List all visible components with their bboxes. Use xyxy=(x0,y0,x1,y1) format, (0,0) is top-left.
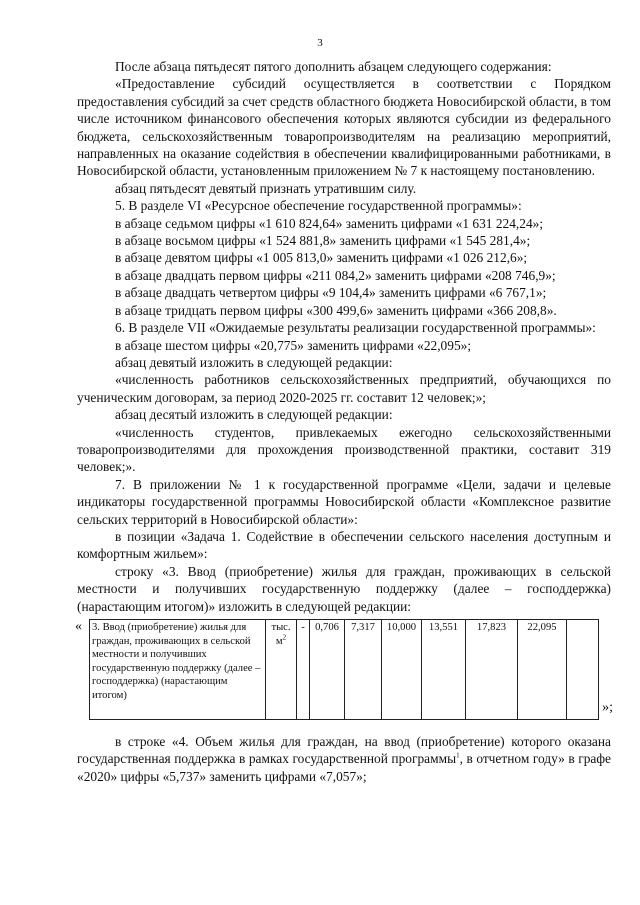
paragraph-10th-intro: абзац десятый изложить в следующей редакции: xyxy=(115,407,393,423)
document-body xyxy=(77,58,611,785)
paragraph-amend-21: в абзаце двадцать первом цифры «211 084,2» заменить цифрами «208 746,9»; xyxy=(115,267,556,283)
value-cell: 17,823 xyxy=(466,620,518,720)
unit-cell xyxy=(266,620,297,720)
value-cell xyxy=(567,620,599,720)
indicator-table-block xyxy=(77,619,611,720)
paragraph-amend-8: в абзаце восьмом цифры «1 524 881,8» заменить цифрами «1 545 281,4»; xyxy=(115,233,531,249)
page-number: 3 xyxy=(317,37,323,49)
paragraph-9th-intro: абзац девятый изложить в следующей редакции: xyxy=(115,354,393,370)
value-cell: 0,706 xyxy=(310,620,345,720)
value-cell: - xyxy=(297,620,310,720)
paragraph-subsidy-text: «Предоставление субсидий осуществляется в соответствии с Порядком предоставления субсидий за счет средств областного бюджета Новосибирской области, в том числе источником финансового обеспечения которых являются субсидии из федерального бюджета, сельскохозяйственным товаропроизводителям на реализацию мероприятий, направленных на оказание содействия в обеспечении квалифицированными работниками, в Новосибирской области, установленным приложением № 7 к настоящему постановлению. xyxy=(77,76,611,179)
paragraph-row-4-end: , в отчетном году» в графе «2020» цифры «5,737» заменить цифрами «7,057»; xyxy=(77,751,611,784)
open-quote: « xyxy=(75,619,82,634)
paragraph-section-7: 6. В разделе VII «Ожидаемые результаты реализации государственной программы»: xyxy=(115,320,596,336)
value-cell: 7,317 xyxy=(345,620,382,720)
paragraph-section-6: 5. В разделе VI «Ресурсное обеспечение государственной программы»: xyxy=(115,198,522,214)
table-row xyxy=(90,620,599,720)
paragraph-amend-9: в абзаце девятом цифры «1 005 813,0» заменить цифрами «1 026 212,6»; xyxy=(115,250,528,266)
paragraph-appendix-1: 7. В приложении № 1 к государственной программе «Цели, задачи и целевые индикаторы государственной программы Новосибирской области «Комплексное развитие сельских территорий в Новосибирской области»: xyxy=(77,476,611,527)
paragraph-row-4-text: в строке «4. Объем жилья для граждан, на ввод (приобретение) которого оказана государственная поддержка в рамках государственной программы xyxy=(77,734,611,767)
unit-superscript: 2 xyxy=(282,633,287,642)
value-cell: 22,095 xyxy=(518,620,567,720)
unit-text: тыс. м xyxy=(271,622,291,647)
indicator-name-cell: 3. Ввод (приобретение) жилья для граждан, проживающих в сельской местности и получивших государственную поддержку (далее – господдержка) (нарастающим итогом) xyxy=(90,620,266,720)
close-quote: »; xyxy=(602,700,613,715)
paragraph-9th-text: «численность работников сельскохозяйственных предприятий, обучающихся по ученическим договорам, за период 2020-2025 гг. составит 12 человек;»; xyxy=(77,372,611,405)
paragraph-row-3: строку «3. Ввод (приобретение) жилья для граждан, проживающих в сельской местности и получивших государственную поддержку (далее – господдержка) (нарастающим итогом)» изложить в следующей редакции: xyxy=(77,563,611,614)
paragraph-amend-7: в абзаце седьмом цифры «1 610 824,64» заменить цифрами «1 631 224,24»; xyxy=(115,215,544,231)
paragraph-task-1: в позиции «Задача 1. Содействие в обеспечении сельского населения доступным и комфортным жильем»: xyxy=(77,528,611,562)
paragraph-row-4 xyxy=(77,733,611,785)
paragraph-amend-24: в абзаце двадцать четвертом цифры «9 104,4» заменить цифрами «6 767,1»; xyxy=(115,285,547,301)
footnote-marker: 1 xyxy=(456,751,460,760)
paragraph-amend-6th: в абзаце шестом цифры «20,775» заменить цифрами «22,095»; xyxy=(115,337,472,353)
value-cell: 13,551 xyxy=(422,620,466,720)
paragraph-intro: После абзаца пятьдесят пятого дополнить абзацем следующего содержания: xyxy=(115,59,552,74)
value-cell: 10,000 xyxy=(382,620,422,720)
paragraph-10th-text: «численность студентов, привлекаемых ежегодно сельскохозяйственными товаропроизводителями для прохождения производственной практики, составит 319 человек;». xyxy=(77,424,611,475)
indicator-table xyxy=(89,619,599,720)
paragraph-59-repeal: абзац пятьдесят девятый признать утратившим силу. xyxy=(115,180,417,196)
paragraph-amend-31: в абзаце тридцать первом цифры «300 499,6» заменить цифрами «366 208,8». xyxy=(115,302,557,318)
